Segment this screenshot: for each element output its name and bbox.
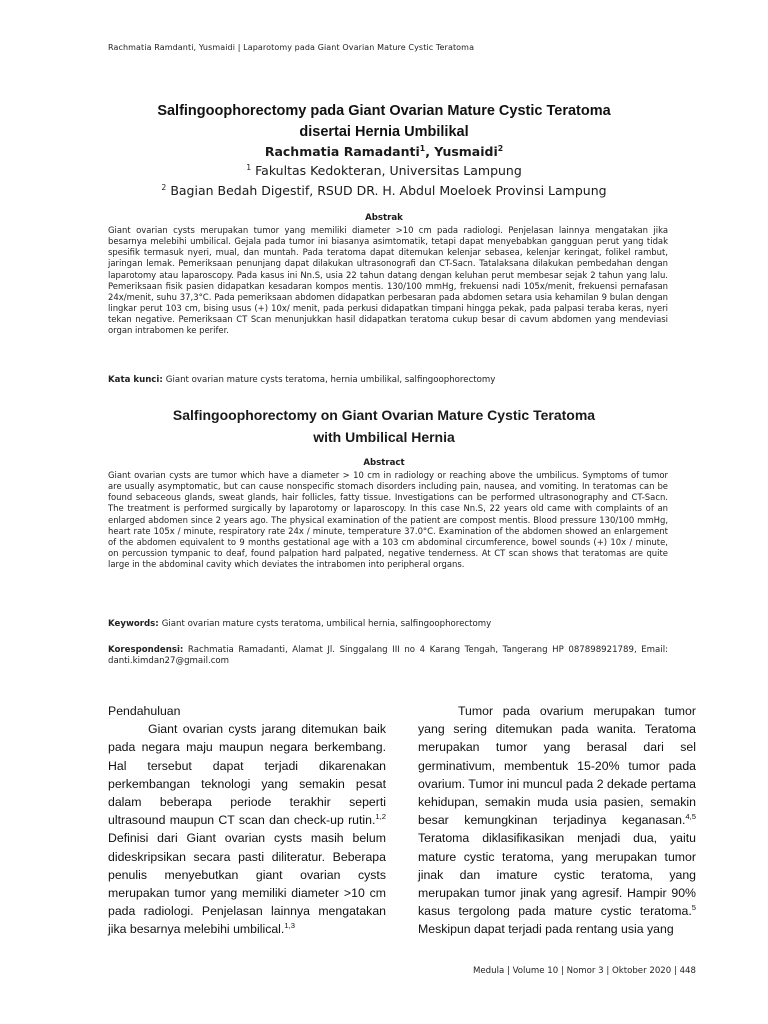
english-title-line-1: Salfingoophorectomy on Giant Ovarian Mature Cystic Teratoma [172, 407, 596, 423]
body-text: Giant ovarian cysts jarang ditemukan baik pada negara maju maupun negara berkembang. Hal tersebut dapat terjadi dikarenakan perkembangan teknologi yang semakin pesat dalam beberapa periode terakhir seperti ultrasound maupun CT scan dan check-up rutin. [108, 722, 386, 828]
indonesian-title-line-2: disertai Hernia Umbilikal [299, 124, 469, 140]
citation: 1,2 [375, 812, 386, 822]
korespondensi-text: Rachmatia Ramadanti, Alamat Jl. Singgalang III no 4 Karang Tengah, Tangerang HP 087898921789, Email: danti.kimdan27@gmail.com [108, 645, 668, 666]
author-list [60, 143, 708, 161]
citation: 4,5 [685, 812, 696, 822]
citation: 5 [691, 903, 696, 913]
affil-mark: 2 [161, 182, 167, 192]
keywords-label: Keywords: [108, 619, 162, 629]
body-paragraph [108, 720, 386, 938]
kata-kunci-text: Giant ovarian mature cysts teratoma, hernia umbilikal, salfingoophorectomy [165, 375, 496, 385]
affil-mark: 1 [246, 162, 252, 172]
body-text: Definisi dari Giant ovarian cysts masih belum dideskripsikan secara pasti diliteratur. Beberapa penulis menyebutkan giant ovarian cysts merupakan tumor yang memiliki diameter >10 cm pada radiologi. Penjelasan lainnya mengatakan jika besarnya melebihi umbilical. [108, 831, 386, 937]
body-text: Meskipun dapat terjadi pada rentang usia yang [418, 922, 674, 937]
abstrak-heading: Abstrak [365, 213, 403, 223]
korespondensi [108, 645, 668, 667]
page-footer: Medula | Volume 10 | Nomor 3 | Oktober 2020 | 448 [472, 966, 696, 976]
author-separator: , [425, 144, 435, 159]
title-block [60, 101, 708, 201]
english-title-line-2: with Umbilical Hernia [313, 429, 455, 445]
affil-text: Fakultas Kedokteran, Universitas Lampung [251, 163, 522, 178]
author-name: Yusmaidi [434, 144, 498, 159]
indonesian-title-line-1: Salfingoophorectomy pada Giant Ovarian Mature Cystic Teratoma [157, 103, 611, 119]
keywords [108, 619, 668, 630]
section-heading: Pendahuluan [108, 704, 181, 718]
kata-kunci-label: Kata kunci: [108, 375, 166, 385]
author-affil-mark: 2 [497, 143, 504, 153]
body-paragraph [418, 702, 696, 939]
abstract-text: Giant ovarian cysts are tumor which have a diameter > 10 cm in radiology or reaching above the umbilicus. Symptoms of tumor are usually asymptomatic, but can cause nonspecific stomach disorders including pain, nausea, and vomiting. In teratomas can be found sebaceous glands, sweat glands, hair follicles, fatty tissue. Investigations can be performed ultrasonography and CT-Sacn. The treatment is performed surgically by laparotomy or laparoscopy. In this case Nn.S, 22 years old came with complaints of an enlarged abdomen since 2 years ago. The physical examination of the patient are compost mentis. Blood pressure 130/100 mmHg, heart rate 105x / minute, respiratory rate 24x / minute, temperature 37.0°C. Examination of the abdomen showed an enlargement of the abdomen equivalent to 9 months gestational age with a 103 cm abdominal circumference, bowel sounds (+) 10x / minute, on percussion tympanic to deaf, found palpation hard palpated, negative tenderness. At CT scan shows that teratomas are quite large in the abdominal cavity which deviates the intrabomen into peripheral organs. [108, 470, 668, 570]
abstract-heading: Abstract [363, 458, 405, 468]
affiliation-2 [60, 181, 708, 201]
running-head: Rachmatia Ramdanti, Yusmaidi | Laparotomy pada Giant Ovarian Mature Cystic Teratoma [108, 43, 475, 52]
author-affil-mark: 1 [419, 143, 426, 153]
body-column-left [108, 702, 386, 939]
kata-kunci [108, 375, 668, 386]
affiliation-1 [60, 161, 708, 181]
korespondensi-label: Korespondensi: [108, 645, 184, 655]
keywords-text: Giant ovarian mature cysts teratoma, umbilical hernia, salfingoophorectomy [161, 619, 492, 629]
author-name: Rachmatia Ramadanti [264, 144, 420, 159]
citation: 1,3 [284, 921, 295, 931]
body-column-right [418, 702, 696, 939]
abstrak-text: Giant ovarian cysts merupakan tumor yang memiliki diameter >10 cm pada radiologi. Penjelasan lainnya mengatakan jika besarnya melebihi umbilical. Gejala pada tumor ini biasanya asimtomatik, tetapi dapat menyebabkan gangguan perut yang tidak spesifik termasuk nyeri, mual, dan muntah. Pada teratoma dapat ditemukan kelenjar sebasea, kelenjar keringat, folikel rambut, jaringan lemak. Pemeriksaan penunjang dapat dilakukan ultrasonografi dan CT-Sacn. Tatalaksana dilakukan pembedahan dengan laparotomy atau laparoscopy. Pada kasus ini Nn.S, usia 22 tahun datang dengan keluhan perut membesar sejak 2 tahun yang lalu. Pemeriksaan fisik pasien didapatkan kesadaran kompos mentis. 130/100 mmHg, frekuensi nadi 105x/menit, frekuensi pernafasan 24x/menit, suhu 37,3°C. Pada pemeriksaan abdomen didapatkan perbesaran pada abdomen setara usia kehamilan 9 bulan dengan lingkar perut 103 cm, bising usus (+) 10x/ menit, pada perkusi didapatkan timpani hingga pekak, pada palpasi teraba keras, nyeri tekan negative. Pemeriksaan CT Scan menunjukkan hasil didapatkan teratoma cukup besar di cavum abdomen yang mendeviasi organ intrabomen ke perifer. [108, 225, 668, 336]
body-text: Tumor pada ovarium merupakan tumor yang sering ditemukan pada wanita. Teratoma merupakan tumor yang berasal dari sel germinativum, membentuk 15-20% tumor pada ovarium. Tumor ini muncul pada 2 dekade pertama kehidupan, semakin muda usia pasien, semakin besar kemungkinan terjadinya keganasan. [418, 704, 696, 828]
body-text: Teratoma diklasifikasikan menjadi dua, yaitu mature cystic teratoma, yang merupakan tumor jinak dan imature cystic teratoma, yang merupakan tumor jinak yang agresif. Hampir 90% kasus tergolong pada mature cystic teratoma. [418, 831, 696, 919]
english-title [60, 404, 708, 448]
affil-text: Bagian Bedah Digestif, RSUD DR. H. Abdul Moeloek Provinsi Lampung [166, 183, 607, 198]
